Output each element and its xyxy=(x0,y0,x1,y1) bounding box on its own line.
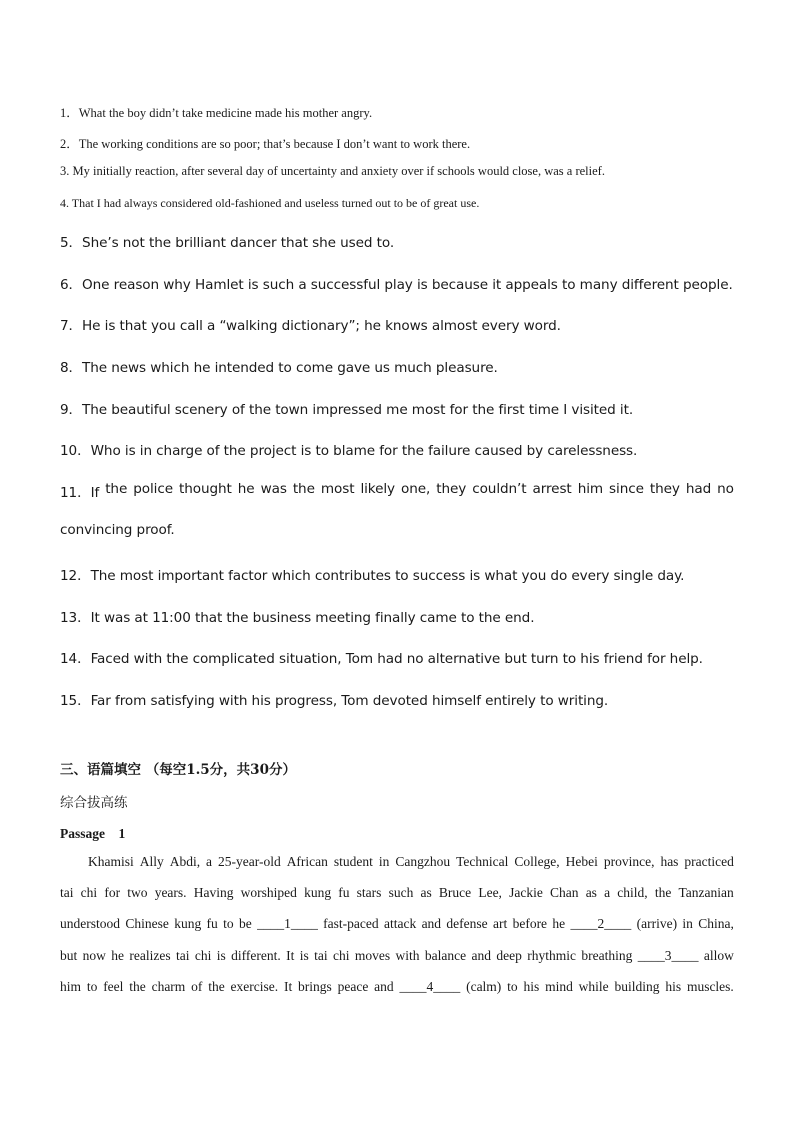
word: understood xyxy=(60,916,120,931)
section-title: 三、语篇填空 （每空1.5分，共30分） xyxy=(60,762,296,778)
word: is xyxy=(216,948,226,963)
word: him xyxy=(60,979,82,994)
error-sentence-11-continued: convincing proof. xyxy=(60,522,175,538)
word: as xyxy=(420,885,432,900)
word: his xyxy=(523,979,540,994)
word: of xyxy=(191,979,203,994)
word: feel xyxy=(103,979,124,994)
word: was xyxy=(260,481,287,497)
word: to xyxy=(507,979,518,994)
error-sentence-4: 4. That I had always considered old-fashioned and useless turned out to be of great use. xyxy=(60,196,480,210)
word: Having xyxy=(193,885,234,900)
error-sentence-10: 10．Who is in charge of the project is to blame for the failure caused by carelessness. xyxy=(60,443,638,459)
word: brings xyxy=(298,979,332,994)
word: in xyxy=(378,854,390,869)
word: child, xyxy=(617,885,648,900)
word: chi xyxy=(194,948,212,963)
word: attack xyxy=(383,916,417,931)
word: for xyxy=(104,885,121,900)
word: his xyxy=(665,979,682,994)
error-sentence-9: 9．The beautiful scenery of the town impressed me most for the first time I visited it. xyxy=(60,402,634,418)
word: the xyxy=(292,481,315,497)
word: It xyxy=(286,948,295,963)
word: moves xyxy=(354,948,391,963)
word: (arrive) xyxy=(636,916,678,931)
word: charm xyxy=(151,979,186,994)
error-sentence-12: 12．The most important factor which contributes to success is what you do every single day. xyxy=(60,568,685,584)
word: rhythmic xyxy=(527,948,576,963)
word: and xyxy=(471,948,491,963)
word: a xyxy=(206,854,213,869)
word: they xyxy=(436,481,467,497)
word: ____4____ xyxy=(399,979,461,994)
word: Cangzhou xyxy=(395,854,451,869)
word: student xyxy=(333,854,373,869)
word: one, xyxy=(401,481,431,497)
error-sentence-11 xyxy=(60,481,734,501)
word: Khamisi xyxy=(88,854,134,869)
word: to xyxy=(223,916,234,931)
word: since xyxy=(609,481,644,497)
word: tai xyxy=(314,948,328,963)
word: most xyxy=(320,481,355,497)
word: thought xyxy=(179,481,232,497)
word: College, xyxy=(514,854,560,869)
word: ____2____ xyxy=(570,916,632,931)
word: breathing xyxy=(581,948,633,963)
error-sentence-6: 6．One reason why Hamlet is such a successful play is because it appeals to many different people. xyxy=(60,277,733,293)
word: China, xyxy=(698,916,734,931)
word: deep xyxy=(496,948,522,963)
passage-line-4 xyxy=(60,948,734,964)
word: African xyxy=(286,854,328,869)
word: allow xyxy=(703,948,734,963)
word: a xyxy=(604,885,611,900)
error-sentence-3: 3. My initially reaction, after several day of uncertainty and anxiety over if schools would close, was a relief. xyxy=(60,164,605,178)
word: before xyxy=(512,916,548,931)
word: Technical xyxy=(456,854,509,869)
word: he xyxy=(237,481,255,497)
word: fu xyxy=(338,885,350,900)
word: balance xyxy=(424,948,467,963)
word: realizes xyxy=(129,948,171,963)
word: 25-year-old xyxy=(218,854,281,869)
error-sentence-8: 8．The news which he intended to come gave us much pleasure. xyxy=(60,360,498,376)
word: tai xyxy=(60,885,74,900)
error-sentence-15: 15．Far from satisfying with his progress, Tom devoted himself entirely to writing. xyxy=(60,693,609,709)
word: they xyxy=(649,481,680,497)
word: now xyxy=(82,948,106,963)
word: the xyxy=(208,979,225,994)
word: such xyxy=(388,885,414,900)
word: Chan xyxy=(550,885,579,900)
passage-line-5 xyxy=(60,979,734,995)
error-sentence-1: 1．What the boy didn’t take medicine made his mother angry. xyxy=(60,106,373,120)
word: building xyxy=(614,979,660,994)
word: worshiped xyxy=(240,885,297,900)
word: be xyxy=(238,916,252,931)
word: ____3____ xyxy=(637,948,699,963)
word: ____1____ xyxy=(257,916,318,931)
word: different. xyxy=(231,948,281,963)
word: fast-paced xyxy=(323,916,379,931)
word: kung xyxy=(304,885,332,900)
word: with xyxy=(395,948,420,963)
word: stars xyxy=(356,885,382,900)
word: is xyxy=(299,948,309,963)
passage-line-3 xyxy=(60,916,734,932)
error-sentence-13: 13．It was at 11:00 that the business meeting finally came to the end. xyxy=(60,610,535,626)
word: Hebei xyxy=(565,854,598,869)
word: and xyxy=(421,916,442,931)
word: and xyxy=(374,979,394,994)
word: has xyxy=(660,854,679,869)
word: couldn’t xyxy=(472,481,527,497)
word: two xyxy=(127,885,148,900)
error-sentence-14: 14．Faced with the complicated situation, Tom had no alternative but turn to his friend for help. xyxy=(60,651,703,667)
word: to xyxy=(86,979,98,994)
word: chi xyxy=(333,948,350,963)
word: Lee, xyxy=(478,885,502,900)
passage-line-1 xyxy=(60,854,734,870)
word: him xyxy=(577,481,604,497)
passage-label: Passage 1 xyxy=(60,826,126,841)
word: 11．If xyxy=(60,485,100,501)
word: the xyxy=(105,481,128,497)
word: he xyxy=(552,916,566,931)
word: (calm) xyxy=(466,979,502,994)
word: Jackie xyxy=(509,885,543,900)
word: police xyxy=(133,481,173,497)
word: It xyxy=(283,979,293,994)
word: art xyxy=(492,916,508,931)
word: while xyxy=(578,979,609,994)
word: peace xyxy=(337,979,369,994)
word: Ally xyxy=(139,854,164,869)
error-sentence-2: 2．The working conditions are so poor; that’s because I don’t want to work there. xyxy=(60,137,471,151)
word: tai xyxy=(175,948,190,963)
word: fu xyxy=(206,916,218,931)
error-sentence-7: 7．He is that you call a “walking dictionary”; he knows almost every word. xyxy=(60,318,561,334)
word: had xyxy=(685,481,712,497)
word: in xyxy=(682,916,693,931)
word: as xyxy=(585,885,597,900)
passage-line-2 xyxy=(60,885,734,901)
error-sentence-5: 5．She’s not the brilliant dancer that she used to. xyxy=(60,235,395,251)
word: likely xyxy=(360,481,395,497)
word: kung xyxy=(174,916,202,931)
word: no xyxy=(717,481,734,497)
word: arrest xyxy=(532,481,572,497)
word: the xyxy=(654,885,672,900)
word: Chinese xyxy=(125,916,169,931)
word: the xyxy=(129,979,146,994)
word: he xyxy=(111,948,125,963)
word: defense xyxy=(446,916,488,931)
word: mind xyxy=(545,979,573,994)
word: province, xyxy=(603,854,655,869)
word: Bruce xyxy=(438,885,472,900)
word: chi xyxy=(80,885,98,900)
word: Tanzanian xyxy=(678,885,734,900)
word: exercise. xyxy=(230,979,279,994)
word: but xyxy=(60,948,78,963)
word: Abdi, xyxy=(169,854,201,869)
word: muscles. xyxy=(686,979,734,994)
word: practiced xyxy=(684,854,734,869)
word: years. xyxy=(154,885,187,900)
section-subtitle: 综合拔高练 xyxy=(60,795,128,811)
